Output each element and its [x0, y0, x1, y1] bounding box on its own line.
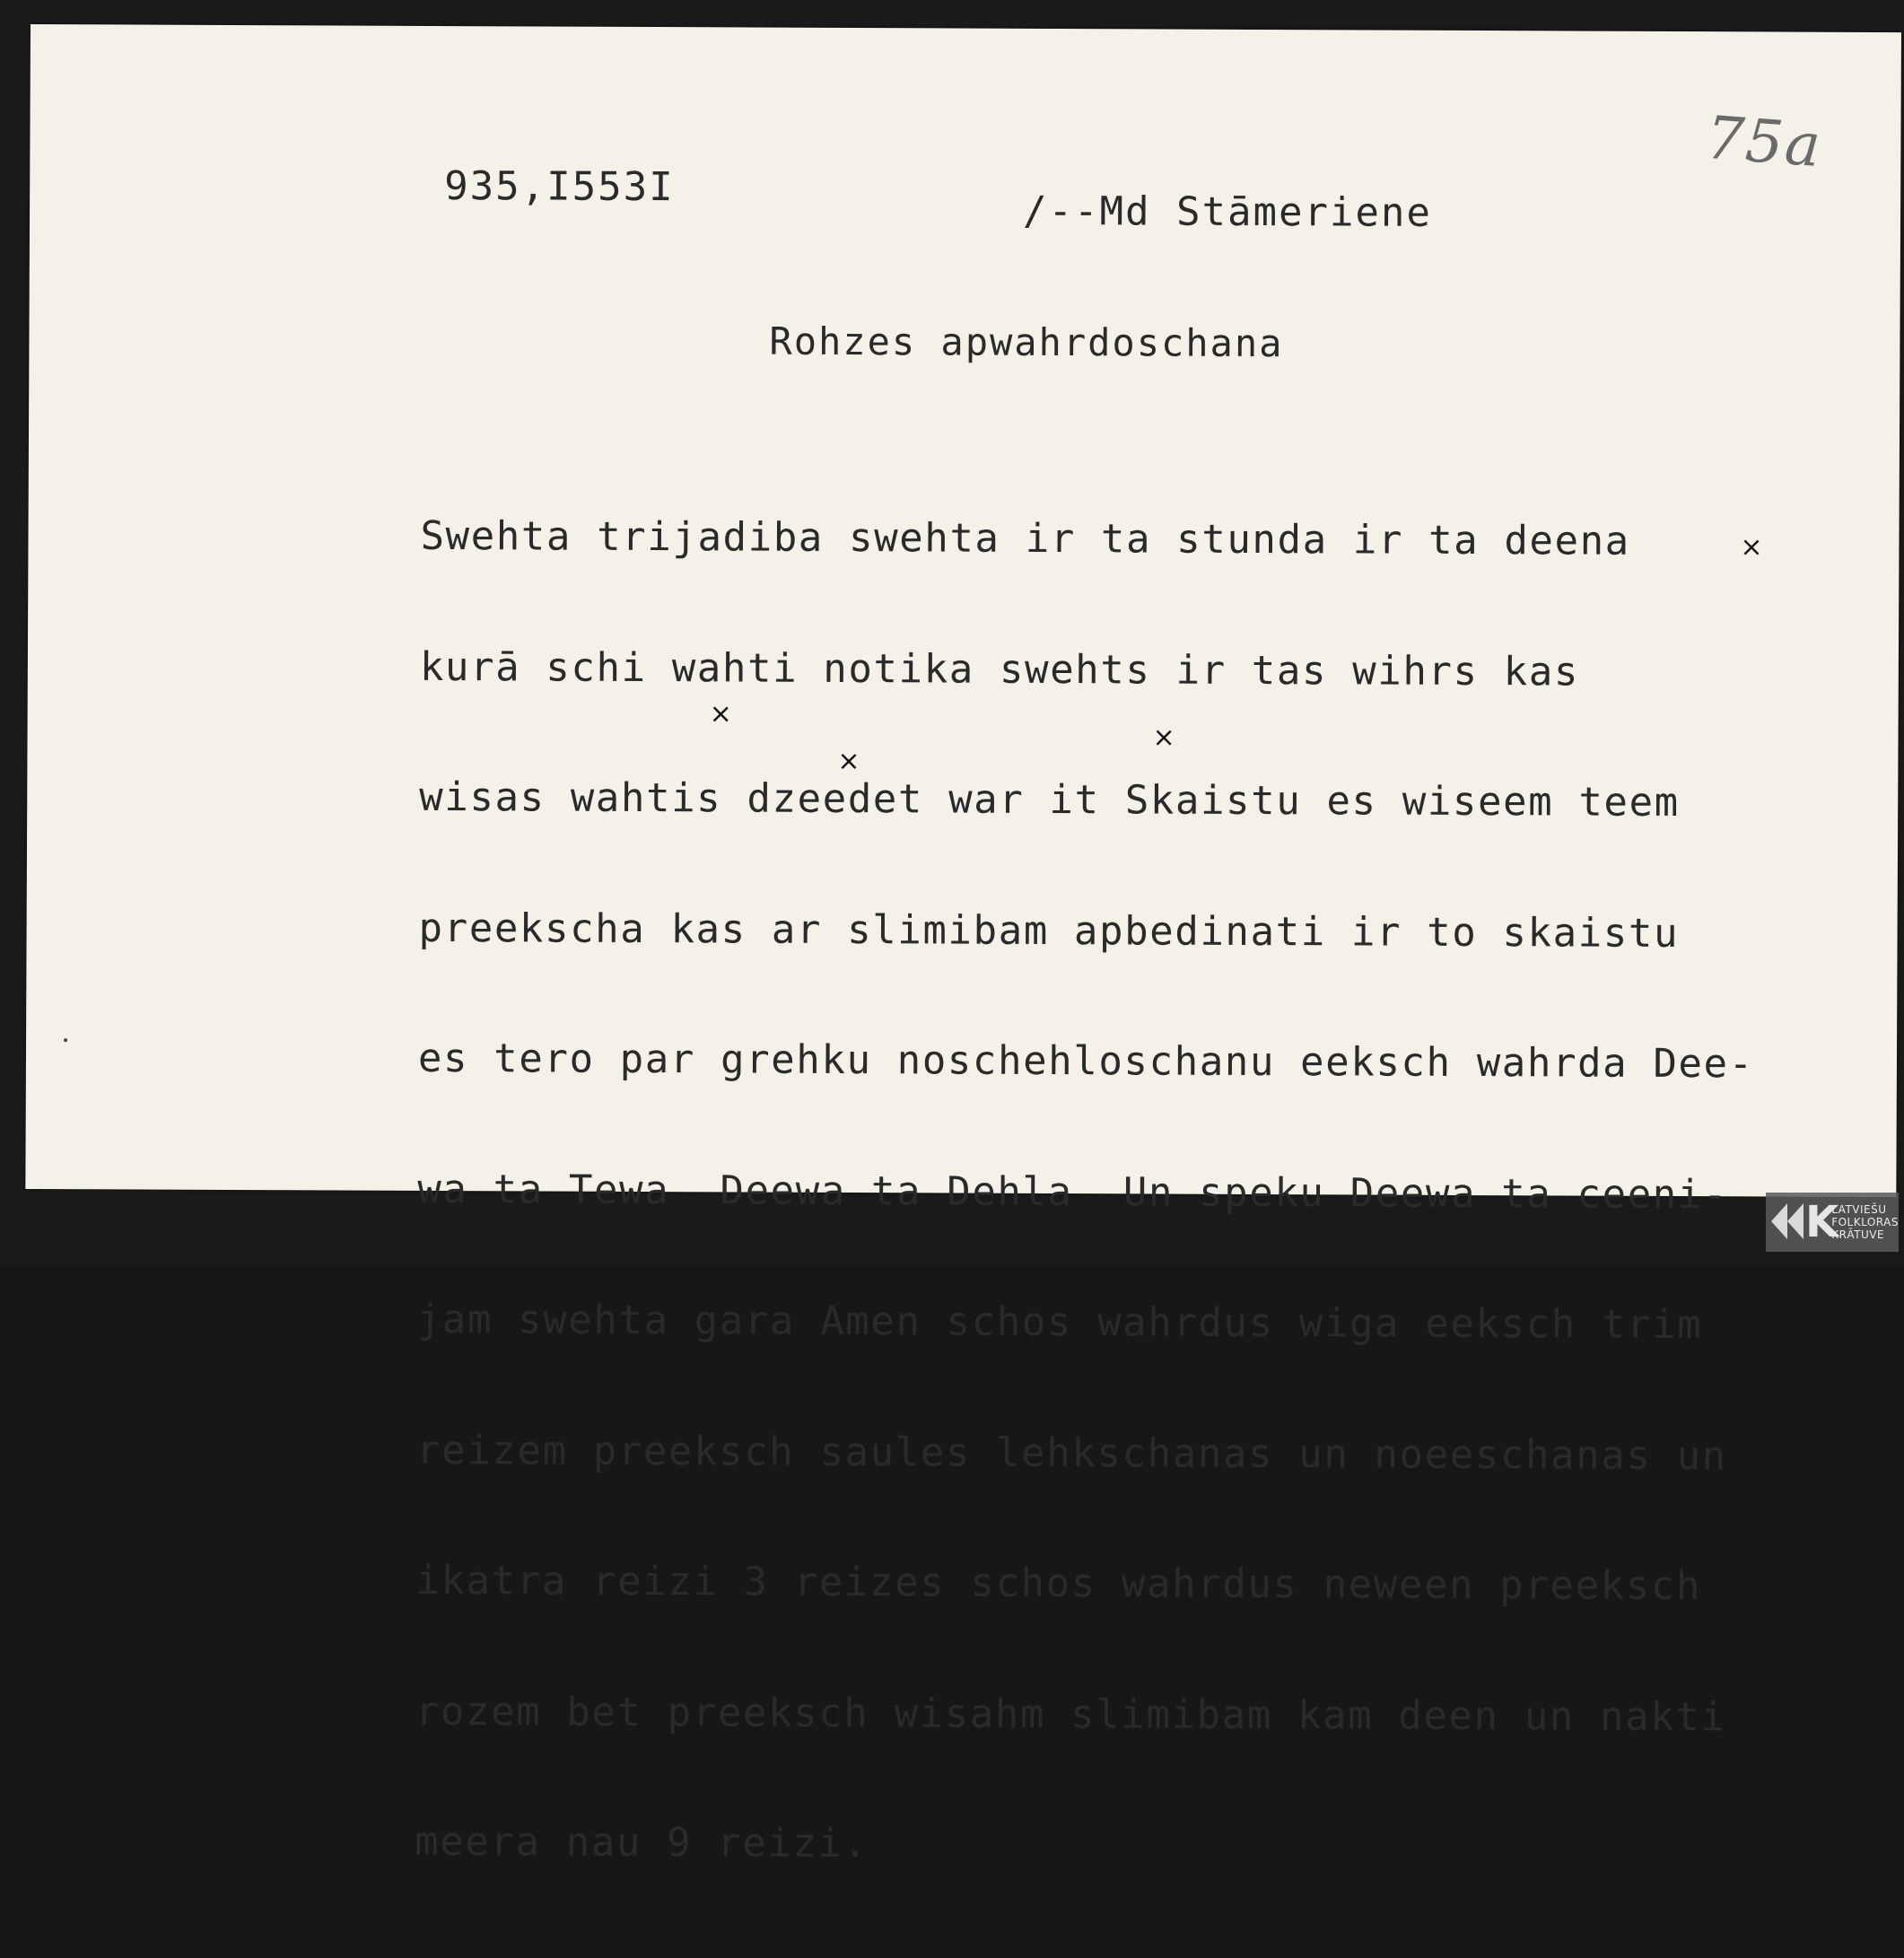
- archive-logo: [1766, 1193, 1899, 1252]
- collector-name: /--Md Stāmeriene: [1022, 188, 1433, 236]
- text-line: kurā schi wahti notika swehts ir tas wihrs kas: [419, 643, 1580, 695]
- text-line: Swehta trijadiba swehta ir ta stunda ir ta deena: [420, 512, 1630, 564]
- text-line: es tero par grehku noschehloschanu eeksch wahrda Dee-: [417, 1035, 1754, 1088]
- text-line: preekscha kas ar slimibam apbedinati ir to skaistu: [418, 905, 1680, 957]
- text-line: wa ta Tewa Deewa ta Dehla Un speku Deewa ta ceeni-: [417, 1166, 1729, 1218]
- cross-mark: ×: [709, 698, 732, 730]
- archive-logo-icon: K: [1771, 1198, 1826, 1246]
- cross-mark: ×: [1740, 531, 1763, 564]
- catalog-number: 935,I553I: [444, 163, 675, 211]
- text-line: jam swehta gara Amen schos wahrdus wiga eeksch trim: [416, 1296, 1703, 1349]
- dust-speck: [64, 1038, 67, 1042]
- text-line: rozem bet preeksch wisahm slimibam kam deen un nakti: [415, 1688, 1726, 1740]
- archive-logo-text: LATVIEŠU FOLKLORAS KRĀTUVE: [1831, 1203, 1899, 1241]
- cross-mark: ×: [1152, 721, 1175, 754]
- text-line: wisas wahtis dzeedet war it Skaistu es wiseem teem: [419, 774, 1680, 826]
- text-line: reizem preeksch saules lehkschanas un noeeschanas un: [415, 1427, 1727, 1479]
- text-line: ikatra reizi 3 reizes schos wahrdus neween preeksch: [415, 1557, 1702, 1610]
- charm-text: [415, 428, 1757, 1957]
- document-title: Rohzes apwahrdoschana: [769, 319, 1284, 366]
- cross-mark: ×: [837, 745, 860, 778]
- text-line: meera nau 9 reizi.: [415, 1818, 869, 1867]
- handwritten-number: 75a: [1703, 102, 1825, 181]
